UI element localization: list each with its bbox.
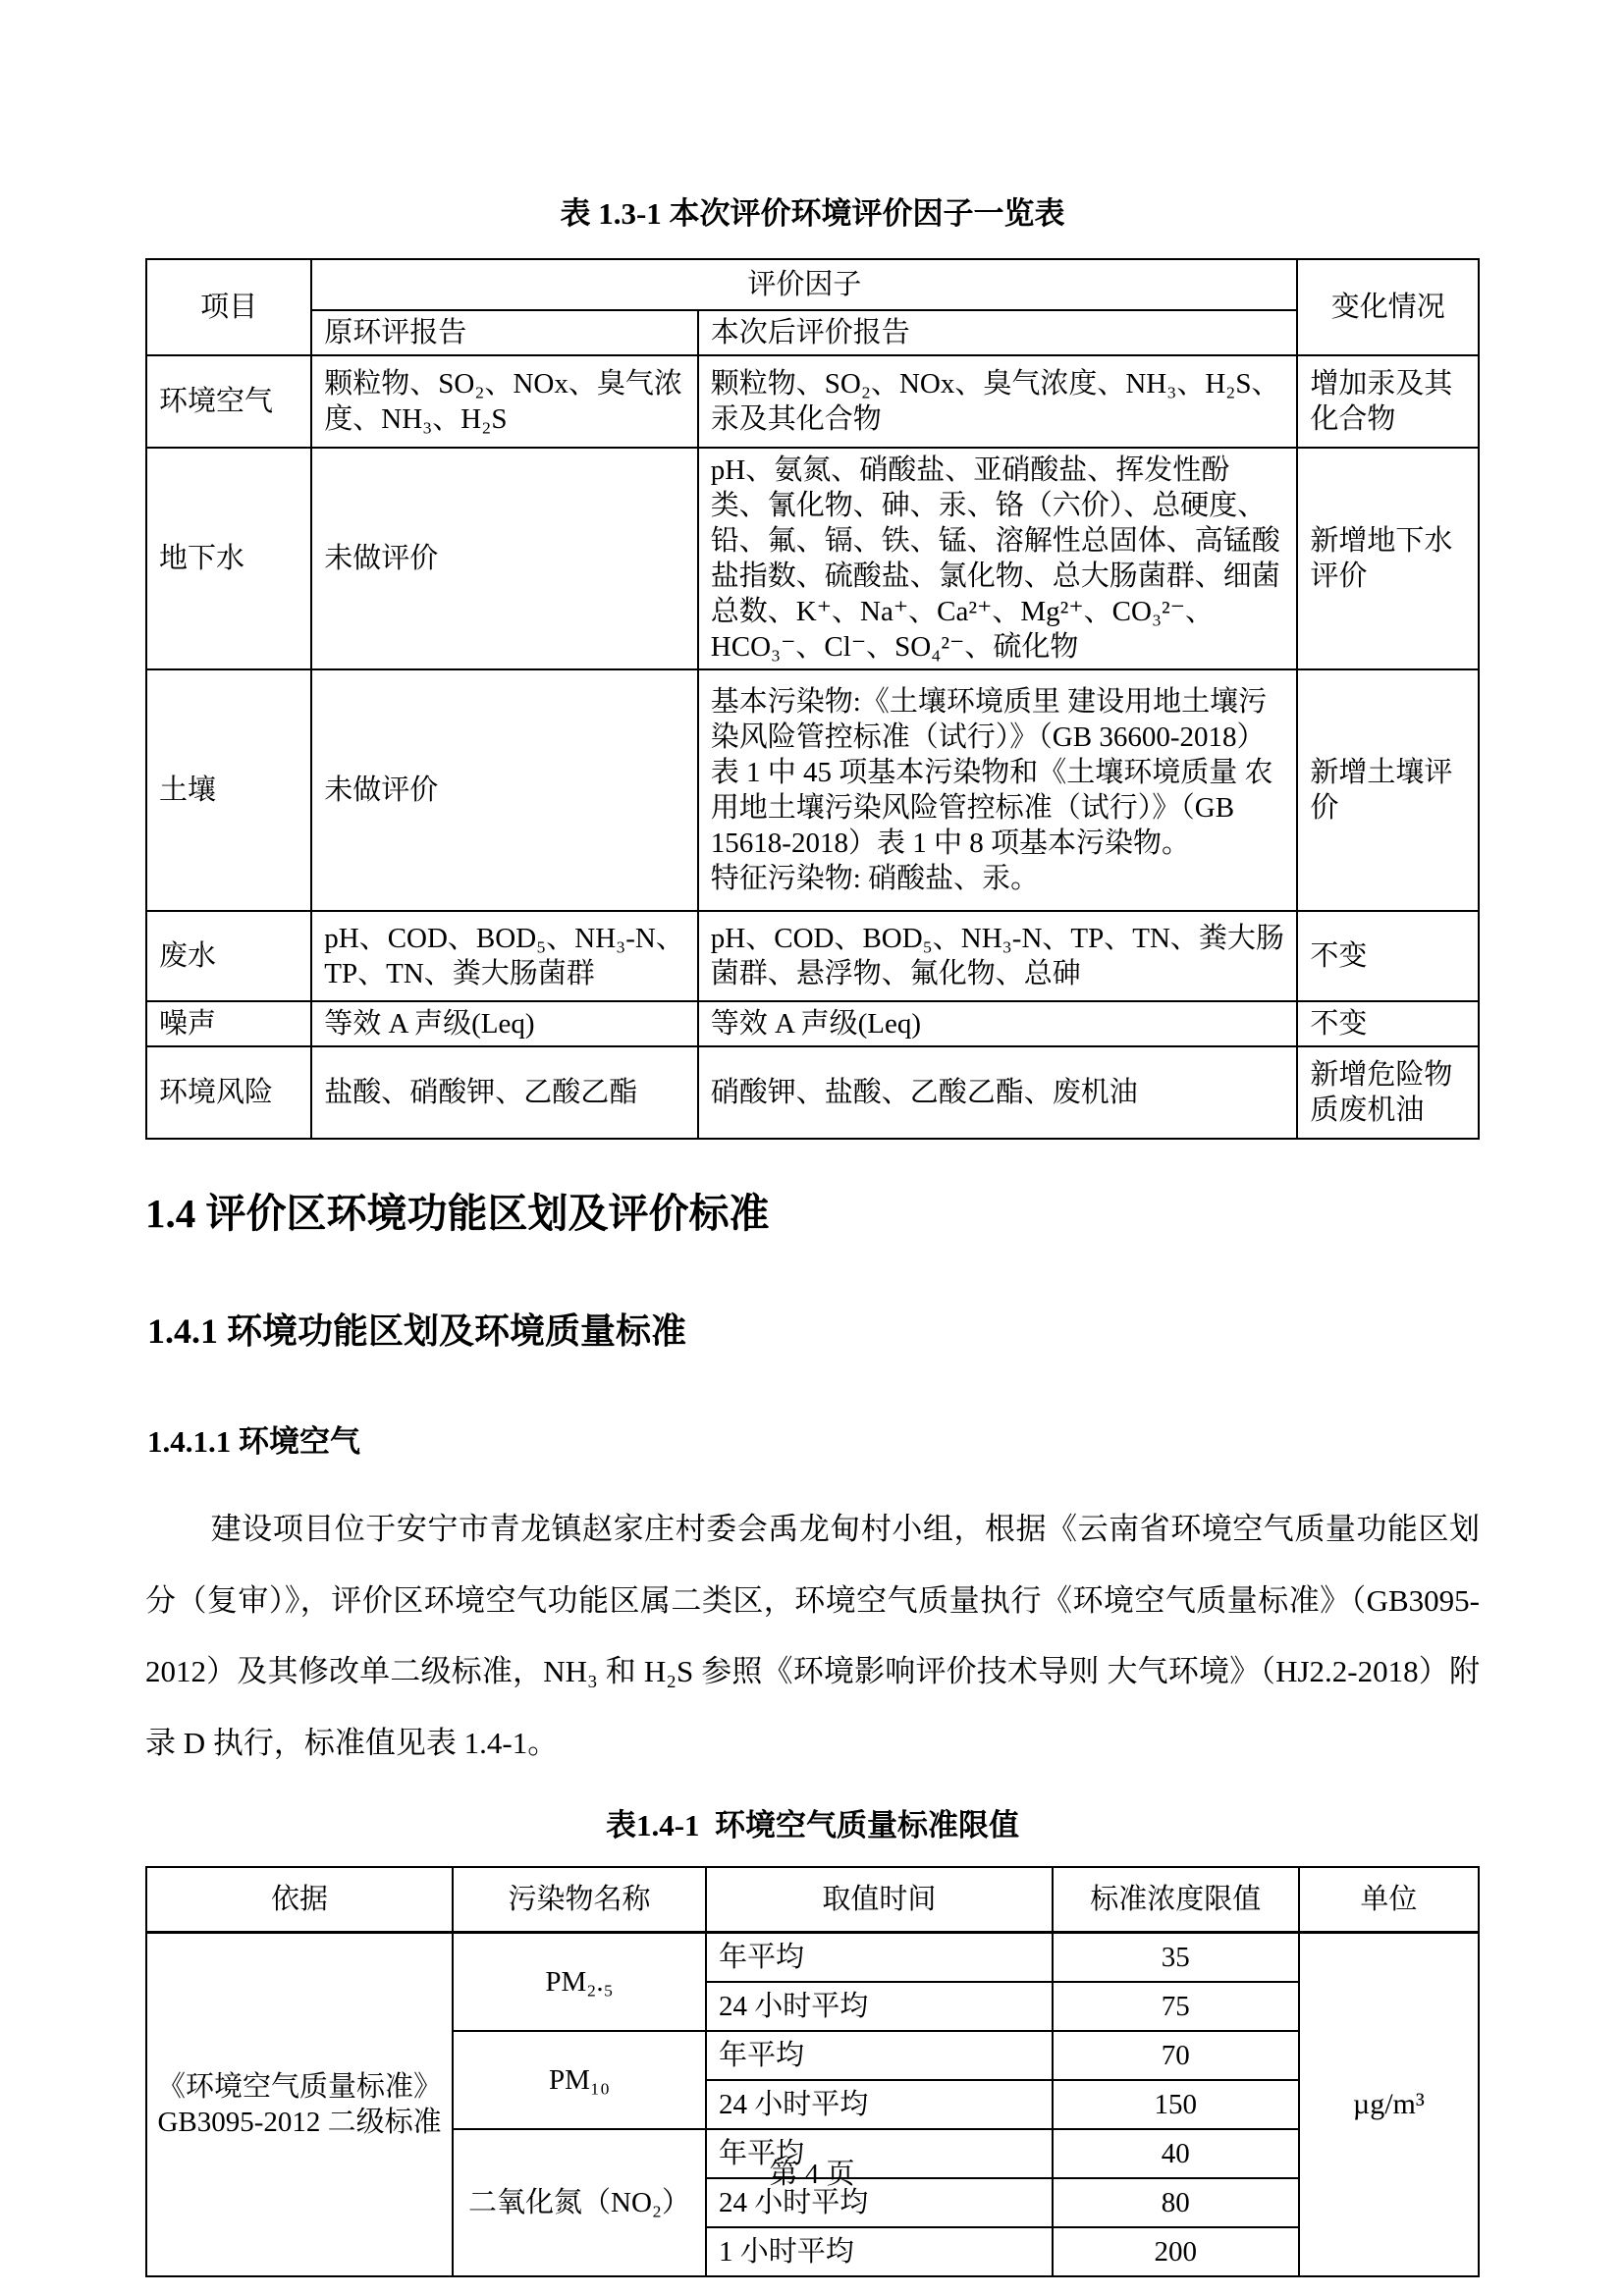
original-cell: 未做评价 [311,669,698,911]
original-cell: 未做评价 [311,448,698,669]
change-cell: 新增地下水评价 [1297,448,1479,669]
limit-cell: 70 [1053,2031,1299,2080]
item-cell: 环境空气 [146,355,311,448]
change-cell: 不变 [1297,1001,1479,1046]
header-time-cell: 取值时间 [706,1867,1053,1933]
section-heading-1-4-1-1: 1.4.1.1 环境空气 [147,1424,360,1459]
pollutant-name-cell: 二氧化氮（NO₂） [453,2129,706,2276]
change-cell: 新增土壤评价 [1297,669,1479,911]
unit-cell: µg/m³ [1299,1933,1479,2277]
header-change-cell: 变化情况 [1297,259,1479,355]
pollutant-name-cell: PM₂.₅ [453,1933,706,2032]
limit-cell: 40 [1053,2129,1299,2178]
time-cell: 24 小时平均 [706,2178,1053,2227]
time-cell: 24 小时平均 [706,2080,1053,2129]
table-row-air [146,355,1479,448]
change-cell: 新增危险物质废机油 [1297,1046,1479,1139]
header-limit-cell: 标准浓度限值 [1053,1867,1299,1933]
pollutant-name-cell: PM₁₀ [453,2031,706,2129]
table-1-3-1 [145,258,1480,1140]
current-cell: 等效 A 声级(Leq) [698,1001,1298,1046]
limit-cell: 35 [1053,1933,1299,1983]
header-factor-group-cell: 评价因子 [311,259,1297,310]
limit-cell: 150 [1053,2080,1299,2129]
current-cell: pH、氨氮、硝酸盐、亚硝酸盐、挥发性酚类、氰化物、砷、汞、铬（六价）、总硬度、铅、氟、镉、铁、锰、溶解性总固体、高锰酸盐指数、硫酸盐、氯化物、总大肠菌群、细菌总数、K⁺、Na⁺、Ca²⁺、Mg²⁺、CO₃²⁻、HCO₃⁻、Cl⁻、SO₄²⁻、硫化物 [698,448,1298,669]
table-1-3-1-caption: 表 1.3-1 本次评价环境评价因子一览表 [560,196,1065,231]
page-number: 第 4 页 [769,2159,855,2190]
table-row-groundwater [146,448,1479,669]
soil-characteristic-pollutants: 特征污染物: 硝酸盐、汞。 [710,863,1040,894]
table-1-4-1-caption: 表1.4-1 环境空气质量标准限值 [605,1808,1020,1843]
table-1-4-1 [145,1866,1480,2277]
body-paragraph: 建设项目位于安宁市青龙镇赵家庄村委会禹龙甸村小组，根据《云南省环境空气质量功能区划分（复审）》，评价区环境空气功能区属二类区，环境空气质量执行《环境空气质量标准》（GB3095-2012）及其修改单二级标准，NH₃ 和 H₂S 参照《环境影响评价技术导则 大气环境》（HJ2.2-2018）附录 D 执行，标准值见表 1.4-1。 [145,1512,1480,1760]
page-content [0,188,1624,2277]
soil-basic-pollutants: 基本污染物:《土壤环境质里 建设用地土壤污染风险管控标准（试行）》（GB 36600-2018）表 1 中 45 项基本污染物和《土壤环境质量 农用地土壤污染风险管控标准（试行）》（GB 15618-2018）表 1 中 8 项基本污染物。 [710,686,1273,859]
table-row-wastewater [146,911,1479,1001]
header-pollutant-cell: 污染物名称 [453,1867,706,1933]
table-row-risk [146,1046,1479,1139]
original-cell: 盐酸、硝酸钾、乙酸乙酯 [311,1046,698,1139]
time-cell: 年平均 [706,1933,1053,1983]
current-cell: pH、COD、BOD₅、NH₃-N、TP、TN、粪大肠菌群、悬浮物、氟化物、总砷 [698,911,1298,1001]
item-cell: 废水 [146,911,311,1001]
section-heading-1-4: 1.4 评价区环境功能区划及评价标准 [145,1191,770,1236]
item-cell: 地下水 [146,448,311,669]
basis-cell: 《环境空气质量标准》GB3095-2012 二级标准 [146,1933,453,2277]
limit-cell: 200 [1053,2227,1299,2276]
original-cell: pH、COD、BOD₅、NH₃-N、TP、TN、粪大肠菌群 [311,911,698,1001]
item-cell: 噪声 [146,1001,311,1046]
table-row-pm25-annual [146,1933,1479,1983]
current-cell: 颗粒物、SO₂、NOx、臭气浓度、NH₃、H₂S、汞及其化合物 [698,355,1298,448]
section-heading-1-4-1: 1.4.1 环境功能区划及环境质量标准 [147,1311,687,1351]
time-cell: 年平均 [706,2031,1053,2080]
change-cell: 不变 [1297,911,1479,1001]
current-cell [698,669,1298,911]
table2-header-row [146,1867,1479,1933]
item-cell: 环境风险 [146,1046,311,1139]
original-cell: 颗粒物、SO₂、NOx、臭气浓度、NH₃、H₂S [311,355,698,448]
header-unit-cell: 单位 [1299,1867,1479,1933]
header-item-cell: 项目 [146,259,311,355]
change-cell: 增加汞及其化合物 [1297,355,1479,448]
time-cell: 24 小时平均 [706,1982,1053,2031]
header-basis-cell: 依据 [146,1867,453,1933]
table-row-noise [146,1001,1479,1046]
table-header-row-2 [146,310,1479,355]
limit-cell: 75 [1053,1982,1299,2031]
table-header-row-1 [146,259,1479,310]
current-cell: 硝酸钾、盐酸、乙酸乙酯、废机油 [698,1046,1298,1139]
table-row-soil [146,669,1479,911]
time-cell: 1 小时平均 [706,2227,1053,2276]
header-current-cell: 本次后评价报告 [698,310,1298,355]
time-cell: 年平均 [706,2129,1053,2178]
item-cell: 土壤 [146,669,311,911]
original-cell: 等效 A 声级(Leq) [311,1001,698,1046]
header-original-cell: 原环评报告 [311,310,698,355]
limit-cell: 80 [1053,2178,1299,2227]
